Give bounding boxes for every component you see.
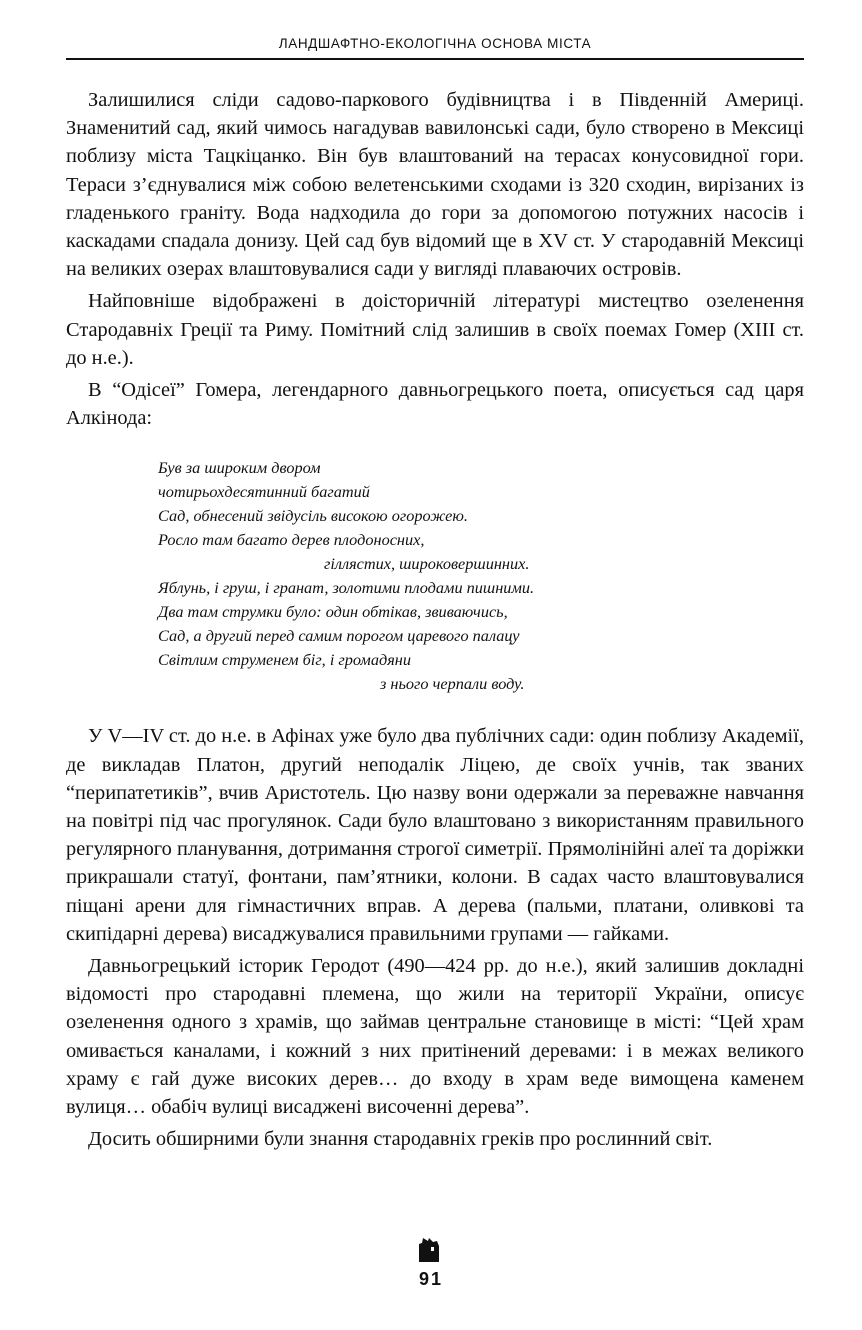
paragraph-greece-rome: Найповніше відображені в доісторичній літературі мистецтво озеленення Стародавніх Греції та Риму. Помітний слід залишив в своїх поемах Гомер (XIII ст. до н.е.). [66, 290, 804, 369]
poem-line: Росло там багато дерев плодоносних, [158, 530, 425, 550]
poem-line: Світлим струменем біг, і громадяни [158, 650, 411, 670]
header-rule [66, 58, 804, 60]
poem-line: Сад, а другий перед самим порогом царевого палацу [158, 626, 520, 646]
paragraph-greek-botany: Досить обширними були знання стародавніх греків про рослинний світ. [88, 1128, 713, 1151]
poem-line: Яблунь, і груш, і гранат, золотими плодами пишними. [158, 578, 535, 598]
poem-line: з нього черпали воду. [380, 674, 525, 694]
poem-line: Сад, обнесений звідусіль високою огорожею. [158, 506, 468, 526]
running-header: ЛАНДШАФТНО-ЕКОЛОГІЧНА ОСНОВА МІСТА [278, 36, 592, 51]
poem-quote [158, 456, 804, 696]
poem-line: гіллястих, широковершинних. [324, 554, 530, 574]
paragraph-south-america: Залишилися сліди садово-паркового будівництва і в Південній Америці. Знаменитий сад, який чимось нагадував вавилонські сади, було створено в Мексиці поблизу міста Тацкіцанко. Він був влаштований на терасах конусовидної гори. Тераси з’єднувалися між собою велетенськими сходами із 320 сходин, вирізаних із гладенького граніту. Вода надходила до гори за допомогою потужних насосів і каскадами спадала донизу. Цей сад був відомий ще в XV ст. У стародавній Мексиці на великих озерах влаштовувалися сади у вигляді плаваючих островів. [66, 89, 804, 281]
page-body [66, 86, 804, 1153]
poem-line: Два там струмки було: один обтікав, звиваючись, [158, 602, 508, 622]
page-ornament-icon [419, 1238, 439, 1262]
poem-line: чотирьохдесятинний багатий [158, 482, 370, 502]
poem-line: Був за широким двором [158, 458, 321, 478]
paragraph-herodotus: Давньогрецький історик Геродот (490—424 рр. до н.е.), який залишив докладні відомості про стародавні племена, що жили на території України, описує озеленення одного з храмів, що займав центральне становище в місті: “Цей храм омивається каналами, і кожний з них притінений деревами: і в межах великого храму є гай дуже високих дерев… до входу в храм веде вимощена каменем вулиця… обабіч вулиці висаджені височенні дерева”. [66, 955, 804, 1119]
paragraph-athens-gardens: У V—IV ст. до н.е. в Афінах уже було два публічних сади: один поблизу Академії, де викладав Платон, другий неподалік Ліцею, де своїх учнів, так званих “перипатетиків”, вчив Аристотель. Цю назву вони одержали за переважне навчання на повітрі під час прогулянок. Сади було влаштовано з використанням правильного регулярного планування, дотримання строгої симетрії. Прямолінійні алеї та доріжки прикрашали статуї, фонтани, пам’ятники, колони. В садах часто влаштовувалися піщані арени для гімнастичних вправ. А дерева (пальми, платани, оливкові та скипідарні дерева) висаджувалися правильними групами — гайками. [66, 725, 804, 945]
page-number: 91 [418, 1269, 444, 1289]
paragraph-odyssey-intro: В “Одісеї” Гомера, легендарного давньогрецького поета, описується сад царя Алкінода: [66, 379, 804, 430]
